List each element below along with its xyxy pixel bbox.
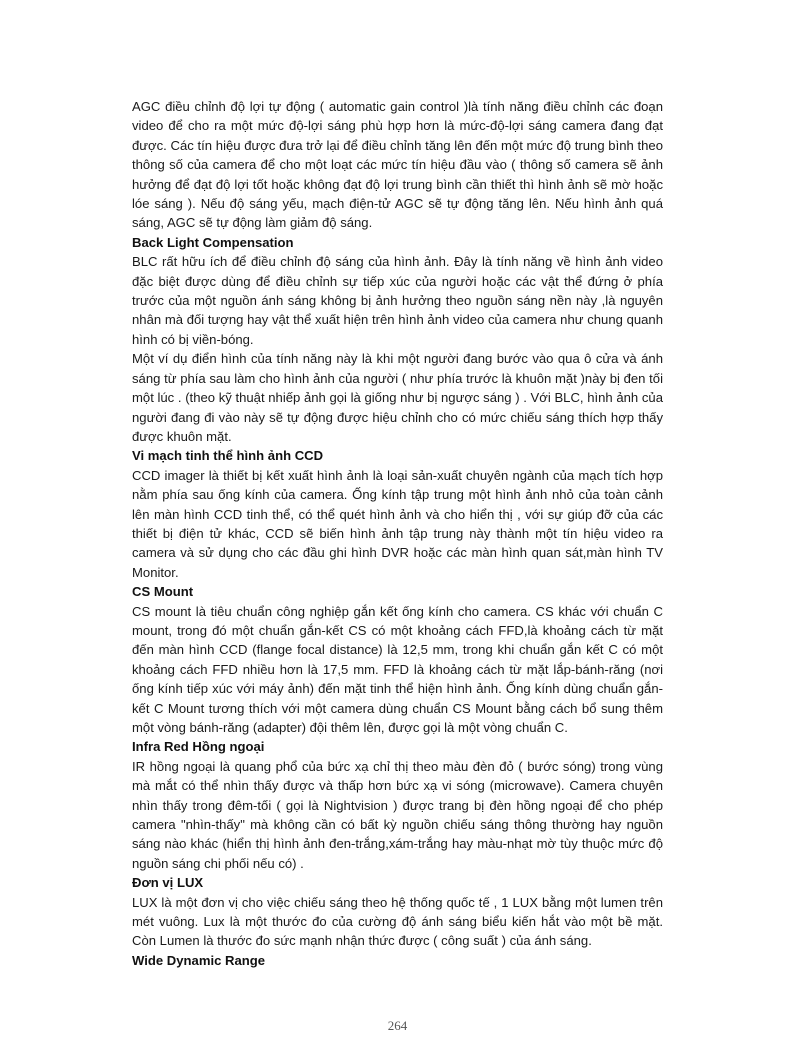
- heading-back-light-compensation: Back Light Compensation: [132, 234, 294, 250]
- heading-lux: Đơn vị LUX: [132, 875, 204, 891]
- paragraph-lux: LUX là một đơn vị cho việc chiếu sáng theo hệ thống quốc tế , 1 LUX bằng một lumen trên mét vuông. Lux là một thước đo của cường độ ánh sáng biểu kiến hắt vào một bề mặt. Còn Lumen là thước đo sức mạnh nhận thức được ( công suất ) của ánh sáng.: [132, 894, 663, 949]
- paragraph-infra-red: IR hồng ngoại là quang phổ của bức xạ chỉ thị theo màu đèn đỏ ( bước sóng) trong vùng mà mắt có thể nhìn thấy được và thấp hơn bức xạ vi sóng (microwave). Camera chuyên nhìn thấy trong đêm-tối ( gọi là Nightvision ) được trang bị đèn hồng ngoại để cho phép camera "nhìn-thấy" mà không cần có bất kỳ nguồn chiếu sáng thông thường hay nguồn sáng nào khác (hiển thị hình ảnh đen-trắng,xám-trắng hay màu-nhạt mờ tùy thuộc mức độ nguồn sáng chi phối nếu có) .: [132, 758, 663, 871]
- paragraph-agc: AGC điều chỉnh độ lợi tự động ( automatic gain control )là tính năng điều chỉnh các đoạn video để cho ra một mức độ-lợi sáng phù hợp hơn là mức-độ-lợi sáng camera đang đạt được. Các tín hiệu được đưa trở lại để điều chỉnh tăng lên đến một mức độ trung bình theo thông số của camera để cho một loạt các mức tín hiệu đầu vào ( thông số camera sẽ ảnh hưởng để đạt độ lợi tốt hoặc không đạt độ lợi trung bình cần thiết thì hình ảnh sẽ mờ hoặc lóe sáng ). Nếu độ sáng yếu, mạch điện-tử AGC sẽ tự động tăng lên. Nếu hình ảnh quá sáng, AGC sẽ tự động làm giảm độ sáng.: [132, 99, 663, 231]
- heading-ccd: Vi mạch tinh thể hình ảnh CCD: [132, 448, 324, 464]
- paragraph-ccd: CCD imager là thiết bị kết xuất hình ảnh là loại sản-xuất chuyên ngành của mạch tích hợp nằm phía sau ống kính của camera. Ống kính tập trung một hình ảnh nhỏ của toàn cảnh lên màn hình CCD tinh thể, có thể quét hình ảnh và cho hiển thị , với sự giúp đỡ của các thiết bị điện tử khác, CCD sẽ biến hình ảnh tập trung này thành một tín hiệu video ra camera và sử dụng cho các đầu ghi hình DVR hoặc các màn hình quan sát,màn hình TV Monitor.: [132, 467, 663, 580]
- heading-infra-red: Infra Red Hồng ngoại: [132, 739, 265, 755]
- heading-cs-mount: CS Mount: [132, 584, 194, 600]
- page-number: 264: [387, 1018, 408, 1033]
- paragraph-cs-mount: CS mount là tiêu chuẩn công nghiệp gắn kết ống kính cho camera. CS khác với chuẩn C mount, trong đó một chuẩn gắn-kết CS có một khoảng cách FFD,là khoảng cách từ mặt đến màn hình CCD (flange focal distance) là 12,5 mm, trong khi chuẩn gắn kết C có một khoảng cách FFD nhiều hơn là 17,5 mm. FFD là khoảng cách từ mặt lắp-bánh-răng (nơi ống kính tiếp xúc với máy ảnh) đến mặt tinh thể hiện hình ảnh. Ống kính dùng chuẩn gắn-kết C Mount tương thích với một camera dùng chuẩn CS Mount bằng cách bổ sung thêm một vòng bánh-răng (adapter) đội thêm lên, được gọi là một vòng chuẩn C.: [132, 603, 663, 735]
- heading-wide-dynamic-range: Wide Dynamic Range: [132, 952, 266, 968]
- document-page: [132, 97, 663, 970]
- paragraph-blc-1: BLC rất hữu ích để điều chỉnh độ sáng của hình ảnh. Đây là tính năng về hình ảnh video đặc biệt được dùng để điều chỉnh sự tiếp xúc của người hoặc các vật thể đứng ở phía trước của một nguồn ánh sáng không bị ảnh hưởng theo nguồn sáng nền này ,là nguyên nhân mà đối tượng hay vật thể xuất hiện trên hình ảnh video của camera như chung quanh hình có bị viền-bóng.: [132, 254, 663, 347]
- paragraph-blc-2: Một ví dụ điển hình của tính năng này là khi một người đang bước vào qua ô cửa và ánh sáng từ phía sau làm cho hình ảnh của người ( như phía trước là khuôn mặt )này bị đen tối một lúc . (theo kỹ thuật nhiếp ảnh gọi là giống như bị ngược sáng ) . Với BLC, hình ảnh của người đang đi vào này sẽ tự động được hiệu chỉnh cho có mức chiếu sáng thích hợp thấy được khuôn mặt.: [132, 351, 663, 444]
